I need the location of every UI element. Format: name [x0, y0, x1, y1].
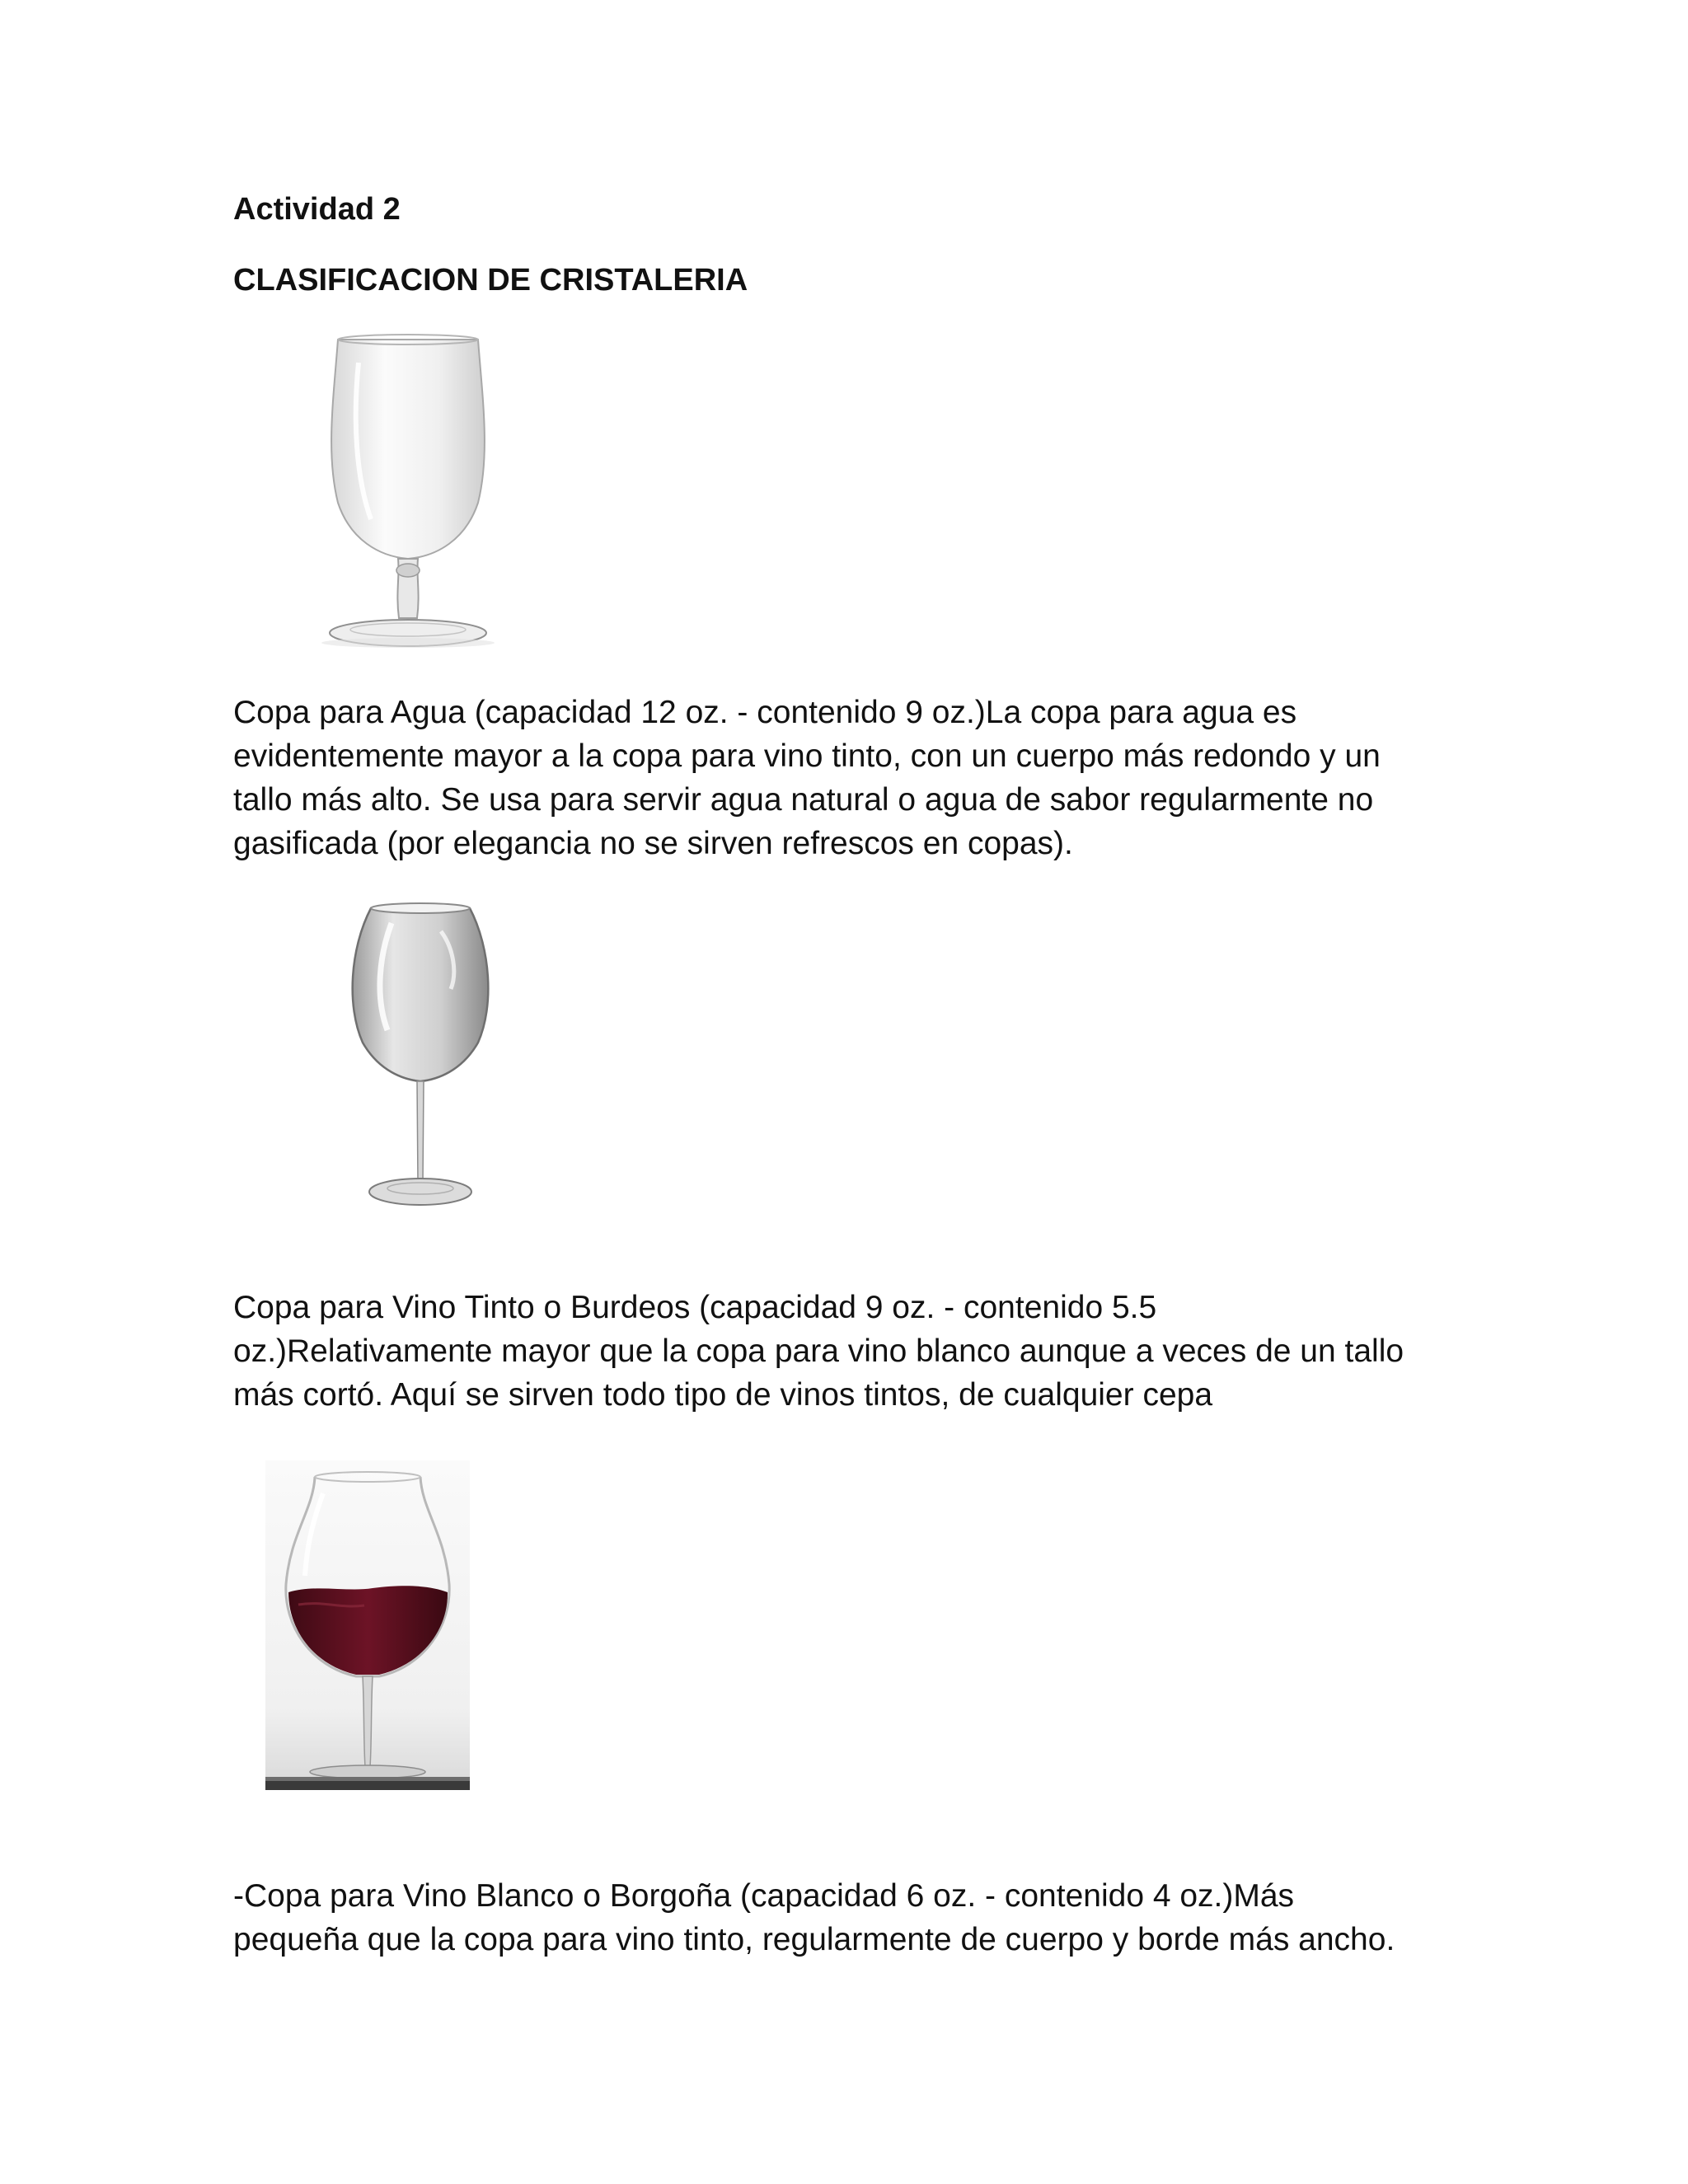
water-glass-icon	[313, 330, 503, 659]
paragraph-line: pequeña que la copa para vino tinto, regularmente de cuerpo y borde más ancho.	[233, 1922, 1395, 1957]
red-wine-glass-icon	[342, 898, 499, 1220]
white-wine-glass-description	[233, 1874, 1470, 1961]
paragraph-line: gasificada (por elegancia no se sirven refrescos en copas).	[233, 826, 1073, 861]
white-wine-glass-with-wine-icon	[265, 1460, 470, 1790]
paragraph-line: Copa para Agua (capacidad 12 oz. - contenido 9 oz.)La copa para agua es	[233, 695, 1297, 730]
paragraph-line: Copa para Vino Tinto o Burdeos (capacidad 9 oz. - contenido 5.5	[233, 1290, 1157, 1325]
red-wine-glass-description	[233, 1286, 1470, 1417]
paragraph-line: tallo más alto. Se usa para servir agua natural o agua de sabor regularmente no	[233, 782, 1374, 818]
section-title: CLASIFICACION DE CRISTALERIA	[233, 263, 748, 298]
water-glass-description	[233, 691, 1470, 865]
paragraph-line: más cortó. Aquí se sirven todo tipo de vinos tintos, de cualquier cepa	[233, 1377, 1213, 1413]
paragraph-line: evidentemente mayor a la copa para vino tinto, con un cuerpo más redondo y un	[233, 738, 1381, 774]
paragraph-line: -Copa para Vino Blanco o Borgoña (capacidad 6 oz. - contenido 4 oz.)Más	[233, 1878, 1295, 1914]
activity-title: Actividad 2	[233, 192, 401, 227]
paragraph-line: oz.)Relativamente mayor que la copa para vino blanco aunque a veces de un tallo	[233, 1333, 1404, 1369]
